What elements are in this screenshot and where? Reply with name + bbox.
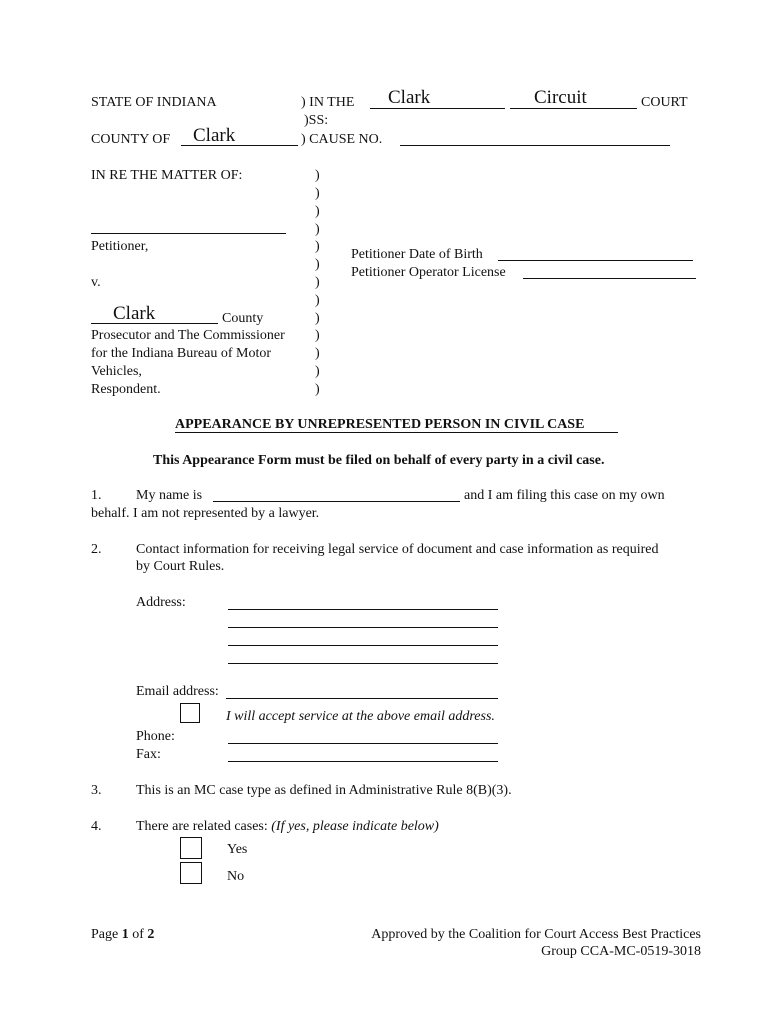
cause-no-field-line[interactable] bbox=[400, 145, 670, 146]
county-value[interactable]: Clark bbox=[193, 125, 236, 146]
fax-field-line[interactable] bbox=[228, 761, 498, 762]
item4-number: 4. bbox=[91, 819, 102, 834]
caption-paren: ) bbox=[315, 275, 320, 290]
respondent-line: Prosecutor and The Commissioner bbox=[91, 328, 285, 343]
respondent-line: Respondent. bbox=[91, 382, 161, 397]
petitioner-label: Petitioner, bbox=[91, 239, 149, 254]
respondent-line: for the Indiana Bureau of Motor bbox=[91, 346, 271, 361]
my-name-field[interactable] bbox=[213, 501, 460, 502]
state-label: STATE OF INDIANA bbox=[91, 95, 217, 110]
email-field-line[interactable] bbox=[226, 698, 498, 699]
form-title-underline bbox=[175, 432, 618, 433]
county-of-label: COUNTY OF bbox=[91, 132, 171, 147]
item1-line2: behalf. I am not represented by a lawyer. bbox=[91, 506, 320, 521]
yes-label: Yes bbox=[227, 842, 248, 857]
address-field-line[interactable] bbox=[228, 663, 498, 664]
page-current: 1 bbox=[121, 927, 129, 942]
address-field-line[interactable] bbox=[228, 645, 498, 646]
in-the-label: ) IN THE bbox=[301, 95, 355, 110]
court-label: COURT bbox=[641, 95, 688, 110]
address-label: Address: bbox=[136, 595, 186, 610]
in-re-label: IN RE THE MATTER OF: bbox=[91, 168, 243, 183]
yes-checkbox[interactable] bbox=[180, 837, 202, 859]
petitioner-dob-line[interactable] bbox=[498, 260, 693, 261]
no-label: No bbox=[227, 869, 245, 884]
caption-paren: ) bbox=[315, 328, 320, 343]
email-label: Email address: bbox=[136, 684, 219, 699]
item4-line bbox=[136, 820, 439, 834]
court-type-field-line[interactable] bbox=[510, 108, 637, 109]
court-name-value[interactable]: Clark bbox=[388, 87, 431, 108]
phone-field-line[interactable] bbox=[228, 743, 498, 744]
page-word: Page bbox=[91, 927, 122, 942]
caption-paren: ) bbox=[315, 222, 320, 237]
item4-hint: (If yes, please indicate below) bbox=[271, 819, 439, 834]
form-subtitle: This Appearance Form must be filed on behalf of every party in a civil case. bbox=[153, 453, 605, 468]
respondent-county-value[interactable]: Clark bbox=[113, 303, 156, 324]
form-title: APPEARANCE BY UNREPRESENTED PERSON IN CIVIL CASE bbox=[175, 417, 585, 432]
ss-label: )SS: bbox=[304, 113, 329, 128]
caption-paren: ) bbox=[315, 239, 320, 254]
petitioner-name-line[interactable] bbox=[91, 233, 286, 234]
caption-paren: ) bbox=[315, 186, 320, 201]
approved-line-1: Approved by the Coalition for Court Access Best Practices bbox=[371, 927, 701, 942]
item2-number: 2. bbox=[91, 542, 102, 557]
approved-line-2: Group CCA-MC-0519-3018 bbox=[541, 944, 701, 959]
page-total: 2 bbox=[147, 927, 155, 942]
of-word: of bbox=[128, 927, 148, 942]
county-word: County bbox=[222, 311, 264, 326]
caption-paren: ) bbox=[315, 293, 320, 308]
address-field-line[interactable] bbox=[228, 627, 498, 628]
versus-label: v. bbox=[91, 275, 101, 290]
fax-label: Fax: bbox=[136, 747, 161, 762]
respondent-line: Vehicles, bbox=[91, 364, 142, 379]
caption-paren: ) bbox=[315, 382, 320, 397]
item2-line2: by Court Rules. bbox=[136, 559, 225, 574]
court-name-field-line[interactable] bbox=[370, 108, 505, 109]
caption-paren: ) bbox=[315, 257, 320, 272]
item3-text: This is an MC case type as defined in Administrative Rule 8(B)(3). bbox=[136, 783, 512, 798]
petitioner-dob-label: Petitioner Date of Birth bbox=[351, 247, 483, 262]
caption-paren: ) bbox=[315, 311, 320, 326]
item1-suffix: and I am filing this case on my own bbox=[464, 488, 665, 503]
email-accept-checkbox[interactable] bbox=[180, 703, 200, 723]
phone-label: Phone: bbox=[136, 729, 175, 744]
caption-paren: ) bbox=[315, 364, 320, 379]
email-accept-text: I will accept service at the above email address. bbox=[226, 709, 495, 724]
petitioner-license-label: Petitioner Operator License bbox=[351, 265, 506, 280]
item4-text: There are related cases: bbox=[136, 819, 272, 834]
item3-number: 3. bbox=[91, 783, 102, 798]
caption-paren: ) bbox=[315, 204, 320, 219]
cause-no-label: ) CAUSE NO. bbox=[301, 132, 383, 147]
address-field-line[interactable] bbox=[228, 609, 498, 610]
item1-number: 1. bbox=[91, 488, 102, 503]
caption-paren: ) bbox=[315, 168, 320, 183]
caption-paren: ) bbox=[315, 346, 320, 361]
petitioner-license-line[interactable] bbox=[523, 278, 696, 279]
no-checkbox[interactable] bbox=[180, 862, 202, 884]
court-type-value[interactable]: Circuit bbox=[534, 87, 587, 108]
item1-prefix: My name is bbox=[136, 488, 203, 503]
page-number bbox=[91, 928, 154, 942]
item2-line1: Contact information for receiving legal service of document and case information as required bbox=[136, 542, 659, 557]
